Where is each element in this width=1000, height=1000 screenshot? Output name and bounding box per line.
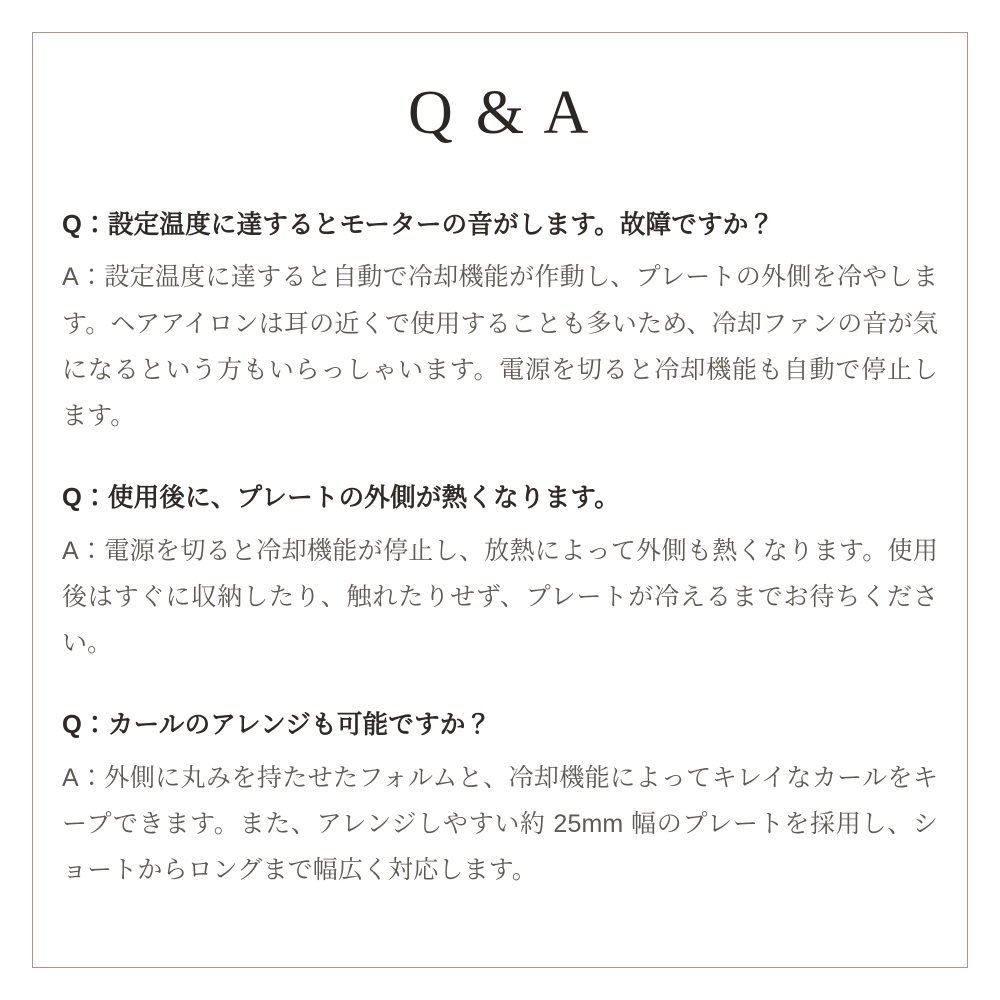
qa-answer: A：設定温度に達すると自動で冷却機能が作動し、プレートの外側を冷やします。ヘアアイロンは耳の近くで使用することも多いため、冷却ファンの音が気になるという方もいらっしゃいます。電源を切ると冷却機能も自動で停止します。 [62,263,938,430]
qa-item [62,706,938,893]
page-title: Q & A [408,79,592,147]
qa-question: Q：設定温度に達するとモーターの音がします。故障ですか？ [62,211,775,239]
qa-answer: A：電源を切ると冷却機能が停止し、放熱によって外側も熱くなります。使用後はすぐに収納したり、触れたりせず、プレートが冷えるまでお待ちください。 [62,536,938,657]
qa-answer: A：外側に丸みを持たせたフォルムと、冷却機能によってキレイなカールをキープできます。また、アレンジしやすい約 25mm 幅のプレートを採用し、ショートからロングまで幅広く対応します。 [62,763,938,884]
qa-list [62,206,938,893]
qa-item [62,206,938,439]
qa-item [62,479,938,666]
qa-question: Q：カールのアレンジも可能ですか？ [62,711,492,740]
qa-question: Q：使用後に、プレートの外側が熱くなります。 [62,484,620,513]
